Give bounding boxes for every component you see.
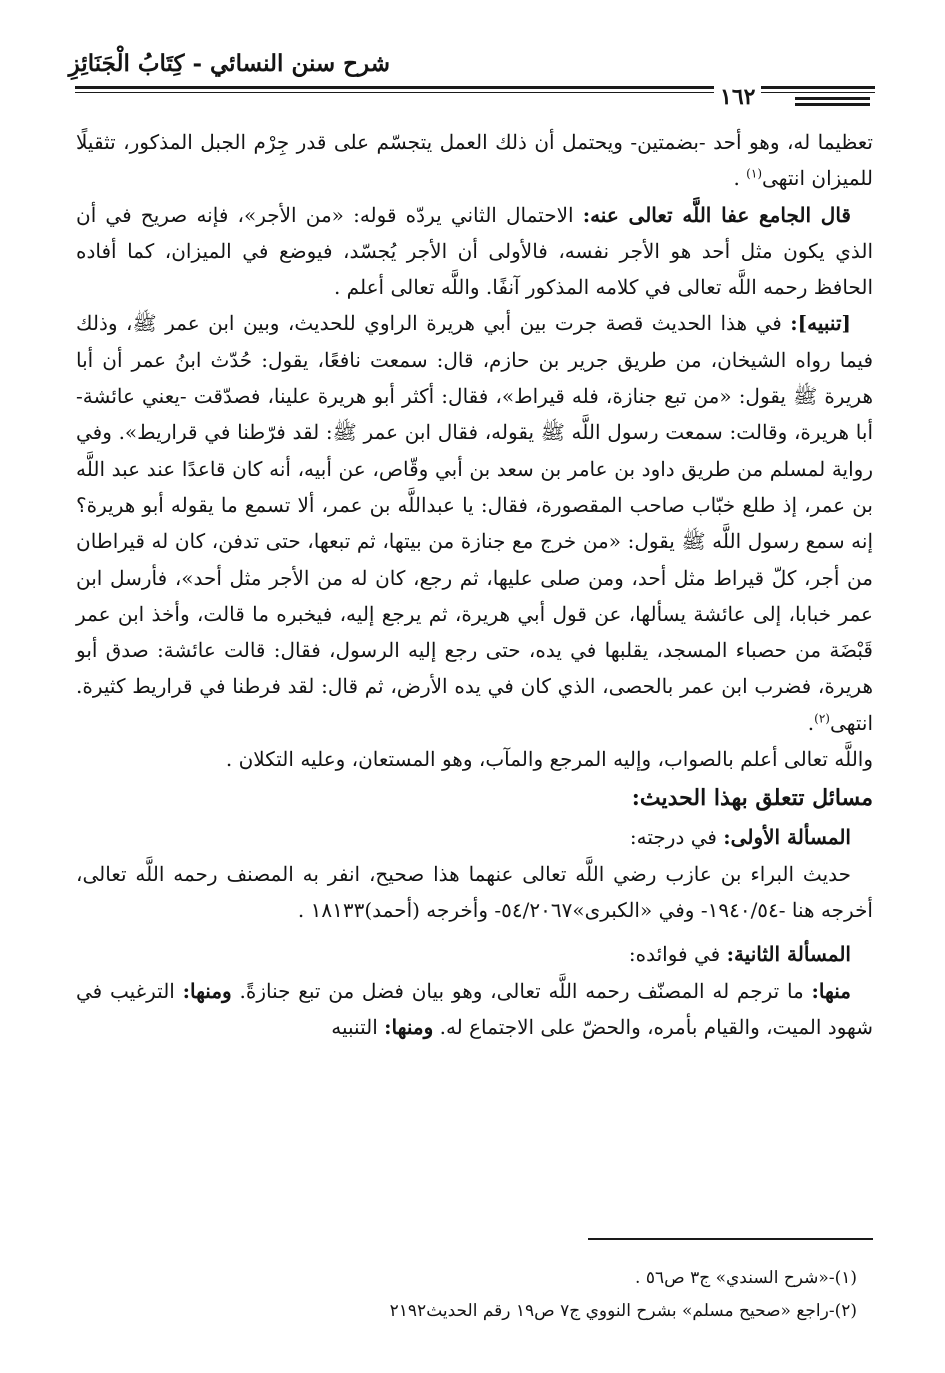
- footnote-ref: (١): [746, 166, 762, 181]
- paragraph-lead: [تنبيه]:: [790, 311, 851, 336]
- paragraph-lead: المسألة الثانية:: [726, 942, 851, 967]
- paragraph-text: .: [733, 166, 747, 191]
- footnote-separator: [588, 1238, 873, 1240]
- paragraph-text: تعظيما له، وهو أحد -بضمتين- ويحتمل أن ذلك العمل يتجسّم على قدر جِرْم الجبل المذكور، تثقيلًا للميزان انتهى: [76, 130, 873, 191]
- paragraph-lead: ومنها:: [384, 1014, 434, 1039]
- paragraph: حديث البراء بن عازب رضي اللَّه تعالى عنهما هذا صحيح، انفر به المصنف رحمه اللَّه تعالى، أخرجه هنا -١٩٤٠/٥٤- وفي «الكبرى»٥٤/٢٠٦٧- وأخرجه (أحمد)١٨١٣٣ .: [76, 861, 873, 922]
- paragraph-lead: منها:: [811, 978, 851, 1003]
- section-heading: مسائل تتعلق بهذا الحديث:: [631, 785, 873, 812]
- footnote: (١)-«شرح السندي» ج٣ ص٥٦ .: [635, 1268, 857, 1288]
- page-number: ١٦٢: [714, 84, 761, 110]
- paragraph-text: في هذا الحديث قصة جرت بين أبي هريرة الراوي للحديث، وبين ابن عمر ﷺ، وذلك فيما رواه الشيخان، من طريق جرير بن حازم، قال: سمعت نافعًا، يقول: حُدّث ابنُ عمر أن أبا هريرة ﷺ يقول: «من تبع جنازة، فله قيراط»، فقال: أكثر أبو هريرة علينا، فصدّقت -يعني عائشة- أبا هريرة، وقالت: سمعت رسول اللَّه ﷺ يقوله، فقال ابن عمر ﷺ: لقد فرّطنا في قراريط». وفي رواية لمسلم من طريق داود بن عامر بن سعد بن أبي وقّاص، عن أبيه، أنه كان قاعدًا عند عبد اللَّه بن عمر، إذ طلع خبّاب صاحب المقصورة، فقال: يا عبداللَّه بن عمر، ألا تسمع ما يقوله أبو هريرة؟ إنه سمع رسول اللَّه ﷺ يقول: «من خرج مع جنازة من بيتها، ثم تبعها، حتى تدفن، كان له قيراطان من أجر، كلّ قيراط مثل أحد، ومن صلى عليها، ثم رجع، كان له من الأجر مثل أحد»، فأرسل ابن عمر خبابا، إلى عائشة يسألها، عن قول أبي هريرة، ثم يرجع إليه، فيخبره ما قالت، وأخذ ابن عمر قَبْضَة من حصباء المسجد، يقلبها في يده، حتى رجع إليه الرسول، فقال: قالت عائشة: صدق أبو هريرة، فضرب ابن عمر بالحصى، الذي كان في يده الأرض، ثم قال: لقد فرطنا في قراريط كثيرة. انتهى: [76, 311, 873, 735]
- paragraph-lead: قال الجامع عفا اللَّه تعالى عنه:: [582, 202, 851, 227]
- paragraph: واللَّه تعالى أعلم بالصواب، وإليه المرجع والمآب، وهو المستعان، وعليه التكلان .: [225, 747, 873, 772]
- paragraph: [76, 305, 873, 741]
- paragraph-text: الترغيب في شهود الميت، والقيام بأمره، والحضّ على الاجتماع له.: [76, 978, 873, 1039]
- paragraph: [76, 819, 873, 855]
- footnotes: [76, 1262, 873, 1328]
- paragraph: [76, 197, 873, 306]
- paragraph-text: التنبيه: [331, 1014, 385, 1039]
- paragraph-text: في درجته:: [629, 825, 724, 850]
- paragraph-text: ما ترجم له المصنّف رحمه اللَّه تعالى، وهو بيان فضل من تبع جنازةً.: [231, 978, 812, 1003]
- running-header-title: شرح سنن النسائي - كِتَابُ الْجَنَائِزِ: [68, 50, 390, 77]
- paragraph-text: الاحتمال الثاني يردّه قوله: «من الأجر»، فإنه صريح في أن الذي يكون مثل أحد هو الأجر نفسه، فالأولى أن الأجر يُجسّد، فيوضع في الميزان، كما أفاده الحافظ رحمه اللَّه تعالى في كلامه المذكور آنفًا. واللَّه تعالى أعلم .: [76, 202, 873, 300]
- paragraph-text: في فوائده:: [628, 942, 727, 967]
- page-number-ornament-bar: [795, 103, 870, 106]
- paragraph-text: .: [807, 710, 815, 735]
- paragraph: [76, 973, 873, 1046]
- footnote-ref: (٢): [814, 711, 830, 726]
- paragraph-lead: ومنها:: [182, 978, 232, 1003]
- main-text: [76, 124, 873, 1045]
- paragraph: [76, 124, 873, 197]
- footnote: (٢)-راجع «صحيح مسلم» بشرح النووي ج٧ ص١٩ رقم الحديث٢١٩٢: [389, 1301, 857, 1321]
- paragraph-lead: المسألة الأولى:: [723, 825, 851, 850]
- page-number-ornament-bar: [795, 97, 870, 100]
- paragraph: [76, 936, 873, 972]
